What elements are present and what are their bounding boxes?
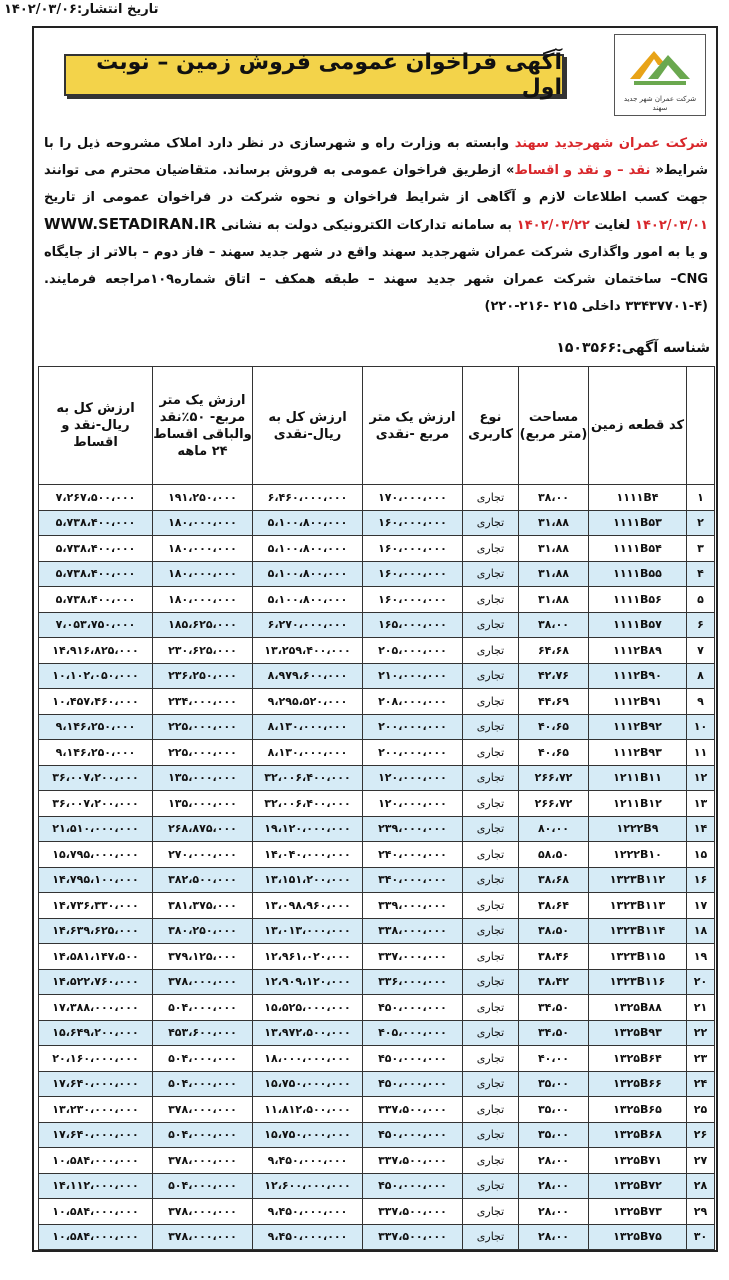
body-part-1: وابسته به وزارت راه و شهرسازی در نظر دارد املاک مشروحه ذیل را با شرایط« [44, 136, 708, 178]
cell-unit-price-cash: ۳۴۰،۰۰۰،۰۰۰ [363, 867, 463, 893]
cell-parcel-code: ۱۱۱۲B۹۰ [589, 663, 687, 689]
body-part-4: به سامانه تدارکات الکترونیکی دولت به نشانی [216, 218, 517, 233]
table-row [39, 1046, 715, 1072]
cell-row-number: ۸ [687, 663, 715, 689]
cell-area: ۶۴،۶۸ [519, 638, 589, 664]
cell-area: ۳۸،۵۰ [519, 918, 589, 944]
cell-unit-price-installment: ۲۳۶،۲۵۰،۰۰۰ [153, 663, 253, 689]
cell-area: ۲۶۶،۷۲ [519, 791, 589, 817]
table-row [39, 536, 715, 562]
cell-area: ۳۱،۸۸ [519, 536, 589, 562]
cell-total-installment: ۱۷،۶۴۰،۰۰۰،۰۰۰ [39, 1071, 153, 1097]
col-header-unit-price-cash: ارزش یک متر مربع -نقدی [363, 367, 463, 485]
cell-usage: تجاری [463, 561, 519, 587]
company-name: شرکت عمران شهرجدید سهند [514, 136, 708, 151]
table-row [39, 510, 715, 536]
table-row [39, 1097, 715, 1123]
cell-total-installment: ۱۵،۶۴۹،۲۰۰،۰۰۰ [39, 1020, 153, 1046]
cell-usage: تجاری [463, 944, 519, 970]
cell-row-number: ۲۰ [687, 969, 715, 995]
cell-parcel-code: ۱۳۲۵B۶۶ [589, 1071, 687, 1097]
cell-parcel-code: ۱۱۱۱B۵۳ [589, 510, 687, 536]
ad-frame [32, 26, 718, 1252]
cell-total-installment: ۱۰،۵۸۴،۰۰۰،۰۰۰ [39, 1148, 153, 1174]
cell-total-cash: ۸،۱۳۰،۰۰۰،۰۰۰ [253, 714, 363, 740]
body-part-2: » ازطریق فراخوان عمومی به فروش برساند. متقاضیان محترم می توانند جهت کسب اطلاعات لازم و آگاهی از شرایط فراخوان و نحوه شرکت در فراخوان عمومی از تاریخ [44, 163, 708, 205]
cell-unit-price-installment: ۳۷۹،۱۲۵،۰۰۰ [153, 944, 253, 970]
cell-total-installment: ۱۴،۶۳۹،۶۲۵،۰۰۰ [39, 918, 153, 944]
cell-unit-price-installment: ۳۷۸،۰۰۰،۰۰۰ [153, 1199, 253, 1225]
cell-area: ۸۰،۰۰ [519, 816, 589, 842]
cell-area: ۳۴،۵۰ [519, 1020, 589, 1046]
cell-row-number: ۶ [687, 612, 715, 638]
cell-row-number: ۱ [687, 485, 715, 511]
cell-total-installment: ۵،۷۳۸،۴۰۰،۰۰۰ [39, 510, 153, 536]
cell-total-cash: ۹،۴۵۰،۰۰۰،۰۰۰ [253, 1199, 363, 1225]
cell-total-cash: ۱۲،۶۰۰،۰۰۰،۰۰۰ [253, 1173, 363, 1199]
cell-unit-price-cash: ۲۰۸،۰۰۰،۰۰۰ [363, 689, 463, 715]
cell-row-number: ۳۰ [687, 1224, 715, 1250]
cell-parcel-code: ۱۳۲۵B۹۳ [589, 1020, 687, 1046]
cell-parcel-code: ۱۱۱۲B۹۲ [589, 714, 687, 740]
cell-total-cash: ۵،۱۰۰،۸۰۰،۰۰۰ [253, 561, 363, 587]
cell-total-cash: ۸،۹۷۹،۶۰۰،۰۰۰ [253, 663, 363, 689]
cell-unit-price-installment: ۳۸۱،۳۷۵،۰۰۰ [153, 893, 253, 919]
table-row [39, 791, 715, 817]
table-row [39, 1224, 715, 1250]
col-header-area: مساحت (متر مربع) [519, 367, 589, 485]
table-row [39, 740, 715, 766]
cell-unit-price-installment: ۱۹۱،۲۵۰،۰۰۰ [153, 485, 253, 511]
cell-total-cash: ۸،۱۳۰،۰۰۰،۰۰۰ [253, 740, 363, 766]
table-row [39, 1071, 715, 1097]
cell-unit-price-installment: ۲۶۸،۸۷۵،۰۰۰ [153, 816, 253, 842]
cell-total-cash: ۱۸،۰۰۰،۰۰۰،۰۰۰ [253, 1046, 363, 1072]
cell-total-cash: ۵،۱۰۰،۸۰۰،۰۰۰ [253, 536, 363, 562]
table-row [39, 612, 715, 638]
cell-parcel-code: ۱۳۲۳B۱۱۵ [589, 944, 687, 970]
cell-parcel-code: ۱۳۲۵B۶۸ [589, 1122, 687, 1148]
cell-row-number: ۱۱ [687, 740, 715, 766]
cell-usage: تجاری [463, 791, 519, 817]
table-header-row [39, 367, 715, 485]
cell-total-cash: ۳۲،۰۰۶،۴۰۰،۰۰۰ [253, 765, 363, 791]
body-part-5: و یا به امور واگذاری شرکت عمران شهرجدید سهند واقع در شهر جدید سهند – فاز دوم – بالاتر از جایگاه CNG– ساختمان شرکت عمران شهر جدید سهند – طبقه همکف – اتاق شماره۱۰۹مراجعه فرمایند. (۴-۳۳۴۳۷۷۰۱ داخلی ۲۱۵ -۲۱۶-۲۲۰) [44, 245, 708, 314]
cell-usage: تجاری [463, 1071, 519, 1097]
cell-unit-price-cash: ۱۷۰،۰۰۰،۰۰۰ [363, 485, 463, 511]
cell-total-cash: ۱۴،۰۴۰،۰۰۰،۰۰۰ [253, 842, 363, 868]
cell-unit-price-cash: ۲۰۰،۰۰۰،۰۰۰ [363, 740, 463, 766]
cell-unit-price-cash: ۲۴۰،۰۰۰،۰۰۰ [363, 842, 463, 868]
cell-total-installment: ۱۴،۷۳۶،۳۳۰،۰۰۰ [39, 893, 153, 919]
cell-area: ۳۵،۰۰ [519, 1122, 589, 1148]
col-header-row-number [687, 367, 715, 485]
cell-row-number: ۲۱ [687, 995, 715, 1021]
cell-unit-price-installment: ۵۰۴،۰۰۰،۰۰۰ [153, 1173, 253, 1199]
cell-area: ۲۸،۰۰ [519, 1148, 589, 1174]
cell-parcel-code: ۱۲۱۱B۱۲ [589, 791, 687, 817]
cell-row-number: ۱۳ [687, 791, 715, 817]
cell-total-installment: ۷،۰۵۳،۷۵۰،۰۰۰ [39, 612, 153, 638]
cell-row-number: ۱۴ [687, 816, 715, 842]
cell-usage: تجاری [463, 587, 519, 613]
cell-total-installment: ۲۱،۵۱۰،۰۰۰،۰۰۰ [39, 816, 153, 842]
cell-area: ۴۴،۶۹ [519, 689, 589, 715]
cell-total-cash: ۱۳،۰۱۳،۰۰۰،۰۰۰ [253, 918, 363, 944]
cell-total-installment: ۳۶،۰۰۷،۲۰۰،۰۰۰ [39, 791, 153, 817]
cell-unit-price-cash: ۱۶۰،۰۰۰،۰۰۰ [363, 587, 463, 613]
cell-unit-price-installment: ۳۷۸،۰۰۰،۰۰۰ [153, 1148, 253, 1174]
cell-area: ۴۰،۰۰ [519, 1046, 589, 1072]
cell-total-installment: ۱۳،۲۳۰،۰۰۰،۰۰۰ [39, 1097, 153, 1123]
cell-parcel-code: ۱۳۲۵B۸۸ [589, 995, 687, 1021]
table-row [39, 561, 715, 587]
cell-parcel-code: ۱۲۱۱B۱۱ [589, 765, 687, 791]
cell-unit-price-cash: ۴۵۰،۰۰۰،۰۰۰ [363, 995, 463, 1021]
cell-unit-price-installment: ۳۸۲،۵۰۰،۰۰۰ [153, 867, 253, 893]
cell-total-installment: ۱۰،۵۸۴،۰۰۰،۰۰۰ [39, 1199, 153, 1225]
table-row [39, 944, 715, 970]
cell-area: ۳۵،۰۰ [519, 1097, 589, 1123]
cell-total-cash: ۱۵،۷۵۰،۰۰۰،۰۰۰ [253, 1122, 363, 1148]
col-header-total-cash: ارزش کل به ریال-نقدی [253, 367, 363, 485]
cell-unit-price-cash: ۱۶۰،۰۰۰،۰۰۰ [363, 561, 463, 587]
cell-area: ۲۸،۰۰ [519, 1224, 589, 1250]
table-row [39, 638, 715, 664]
cell-area: ۳۸،۴۶ [519, 944, 589, 970]
cell-unit-price-cash: ۱۶۵،۰۰۰،۰۰۰ [363, 612, 463, 638]
cell-parcel-code: ۱۱۱۲B۹۳ [589, 740, 687, 766]
col-header-parcel-code: کد قطعه زمین [589, 367, 687, 485]
cell-parcel-code: ۱۲۲۲B۱۰ [589, 842, 687, 868]
cell-unit-price-cash: ۱۲۰،۰۰۰،۰۰۰ [363, 791, 463, 817]
cell-row-number: ۴ [687, 561, 715, 587]
announcement-title: آگهی فراخوان عمومی فروش زمین – نوبت اول [96, 50, 562, 100]
cell-unit-price-installment: ۵۰۴،۰۰۰،۰۰۰ [153, 1122, 253, 1148]
table-row [39, 485, 715, 511]
cell-row-number: ۲۷ [687, 1148, 715, 1174]
sale-terms: نقد – و نقد و اقساط [514, 163, 651, 178]
cell-total-cash: ۹،۴۵۰،۰۰۰،۰۰۰ [253, 1224, 363, 1250]
cell-total-cash: ۶،۲۷۰،۰۰۰،۰۰۰ [253, 612, 363, 638]
cell-row-number: ۷ [687, 638, 715, 664]
cell-row-number: ۲۹ [687, 1199, 715, 1225]
table-row [39, 918, 715, 944]
cell-area: ۳۸،۰۰ [519, 612, 589, 638]
cell-usage: تجاری [463, 1173, 519, 1199]
cell-row-number: ۱۶ [687, 867, 715, 893]
cell-unit-price-installment: ۱۳۵،۰۰۰،۰۰۰ [153, 765, 253, 791]
cell-area: ۳۴،۵۰ [519, 995, 589, 1021]
cell-parcel-code: ۱۳۲۳B۱۱۳ [589, 893, 687, 919]
table-row [39, 1122, 715, 1148]
cell-total-installment: ۵،۷۳۸،۴۰۰،۰۰۰ [39, 561, 153, 587]
cell-unit-price-cash: ۲۱۰،۰۰۰،۰۰۰ [363, 663, 463, 689]
cell-total-cash: ۵،۱۰۰،۸۰۰،۰۰۰ [253, 510, 363, 536]
cell-unit-price-installment: ۵۰۴،۰۰۰،۰۰۰ [153, 995, 253, 1021]
cell-parcel-code: ۱۱۱۱B۵۵ [589, 561, 687, 587]
cell-total-installment: ۱۷،۳۸۸،۰۰۰،۰۰۰ [39, 995, 153, 1021]
cell-unit-price-cash: ۳۳۷،۵۰۰،۰۰۰ [363, 1097, 463, 1123]
cell-total-installment: ۱۴،۵۸۱،۱۴۷،۵۰۰ [39, 944, 153, 970]
date-to: ۱۴۰۲/۰۳/۲۲ [516, 218, 590, 233]
cell-total-installment: ۹،۱۴۶،۲۵۰،۰۰۰ [39, 740, 153, 766]
cell-unit-price-installment: ۲۳۴،۰۰۰،۰۰۰ [153, 689, 253, 715]
cell-total-installment: ۷،۲۶۷،۵۰۰،۰۰۰ [39, 485, 153, 511]
cell-unit-price-cash: ۲۳۹،۰۰۰،۰۰۰ [363, 816, 463, 842]
cell-unit-price-installment: ۲۷۰،۰۰۰،۰۰۰ [153, 842, 253, 868]
cell-unit-price-installment: ۳۷۸،۰۰۰،۰۰۰ [153, 1097, 253, 1123]
cell-total-installment: ۱۴،۵۲۲،۷۶۰،۰۰۰ [39, 969, 153, 995]
cell-total-installment: ۵،۷۳۸،۴۰۰،۰۰۰ [39, 536, 153, 562]
table-row [39, 867, 715, 893]
cell-unit-price-installment: ۱۸۵،۶۲۵،۰۰۰ [153, 612, 253, 638]
company-logo [614, 34, 706, 116]
cell-unit-price-installment: ۱۸۰،۰۰۰،۰۰۰ [153, 510, 253, 536]
cell-area: ۵۸،۵۰ [519, 842, 589, 868]
cell-unit-price-cash: ۴۵۰،۰۰۰،۰۰۰ [363, 1122, 463, 1148]
cell-unit-price-installment: ۲۲۵،۰۰۰،۰۰۰ [153, 714, 253, 740]
cell-usage: تجاری [463, 510, 519, 536]
cell-row-number: ۱۸ [687, 918, 715, 944]
cell-total-installment: ۱۴،۹۱۶،۸۲۵،۰۰۰ [39, 638, 153, 664]
table-row [39, 689, 715, 715]
table-row [39, 1173, 715, 1199]
table-row [39, 714, 715, 740]
cell-usage: تجاری [463, 765, 519, 791]
table-row [39, 1199, 715, 1225]
cell-row-number: ۳ [687, 536, 715, 562]
cell-unit-price-installment: ۲۳۰،۶۲۵،۰۰۰ [153, 638, 253, 664]
cell-total-cash: ۱۲،۹۶۱،۰۲۰،۰۰۰ [253, 944, 363, 970]
cell-parcel-code: ۱۳۲۳B۱۱۴ [589, 918, 687, 944]
date-from: ۱۴۰۲/۰۳/۰۱ [635, 218, 708, 233]
cell-row-number: ۵ [687, 587, 715, 613]
cell-total-cash: ۶،۴۶۰،۰۰۰،۰۰۰ [253, 485, 363, 511]
table-row [39, 842, 715, 868]
cell-usage: تجاری [463, 1199, 519, 1225]
cell-unit-price-cash: ۳۳۹،۰۰۰،۰۰۰ [363, 893, 463, 919]
cell-row-number: ۲۳ [687, 1046, 715, 1072]
cell-usage: تجاری [463, 816, 519, 842]
cell-unit-price-installment: ۴۵۳،۶۰۰،۰۰۰ [153, 1020, 253, 1046]
cell-unit-price-installment: ۲۲۵،۰۰۰،۰۰۰ [153, 740, 253, 766]
cell-parcel-code: ۱۳۲۵B۷۲ [589, 1173, 687, 1199]
cell-area: ۳۸،۶۴ [519, 893, 589, 919]
cell-usage: تجاری [463, 918, 519, 944]
cell-usage: تجاری [463, 867, 519, 893]
cell-parcel-code: ۱۳۲۳B۱۱۶ [589, 969, 687, 995]
body-part-3: لغایت [589, 218, 636, 233]
cell-usage: تجاری [463, 485, 519, 511]
cell-parcel-code: ۱۳۲۵B۶۴ [589, 1046, 687, 1072]
cell-area: ۳۸،۴۲ [519, 969, 589, 995]
setad-url[interactable]: WWW.SETADIRAN.IR [44, 215, 217, 233]
cell-total-installment: ۲۰،۱۶۰،۰۰۰،۰۰۰ [39, 1046, 153, 1072]
cell-unit-price-cash: ۳۳۶،۰۰۰،۰۰۰ [363, 969, 463, 995]
cell-parcel-code: ۱۳۲۵B۶۵ [589, 1097, 687, 1123]
cell-area: ۳۸،۶۸ [519, 867, 589, 893]
cell-total-installment: ۹،۱۴۶،۲۵۰،۰۰۰ [39, 714, 153, 740]
cell-parcel-code: ۱۱۱۲B۸۹ [589, 638, 687, 664]
cell-usage: تجاری [463, 740, 519, 766]
cell-total-installment: ۱۴،۷۹۵،۱۰۰،۰۰۰ [39, 867, 153, 893]
cell-area: ۴۲،۷۶ [519, 663, 589, 689]
cell-total-cash: ۱۲،۹۰۹،۱۲۰،۰۰۰ [253, 969, 363, 995]
col-header-unit-price-installment: ارزش یک متر مربع- ۵۰٪نقد والباقی اقساط ۲۴ ماهه [153, 367, 253, 485]
cell-unit-price-installment: ۳۷۸،۰۰۰،۰۰۰ [153, 1224, 253, 1250]
cell-usage: تجاری [463, 1046, 519, 1072]
cell-total-installment: ۱۵،۷۹۵،۰۰۰،۰۰۰ [39, 842, 153, 868]
cell-usage: تجاری [463, 1020, 519, 1046]
announcement-title-box [64, 50, 564, 100]
cell-usage: تجاری [463, 1097, 519, 1123]
table-row [39, 1148, 715, 1174]
cell-total-installment: ۵،۷۳۸،۴۰۰،۰۰۰ [39, 587, 153, 613]
roof-logo-icon [624, 41, 696, 93]
cell-area: ۲۶۶،۷۲ [519, 765, 589, 791]
col-header-usage: نوع کاربری [463, 367, 519, 485]
cell-total-cash: ۱۱،۸۱۲،۵۰۰،۰۰۰ [253, 1097, 363, 1123]
table-row [39, 1020, 715, 1046]
cell-usage: تجاری [463, 612, 519, 638]
cell-unit-price-installment: ۳۸۰،۲۵۰،۰۰۰ [153, 918, 253, 944]
cell-unit-price-cash: ۴۵۰،۰۰۰،۰۰۰ [363, 1071, 463, 1097]
cell-area: ۳۱،۸۸ [519, 510, 589, 536]
col-header-total-installment: ارزش کل به ریال-نقد و اقساط [39, 367, 153, 485]
cell-usage: تجاری [463, 1224, 519, 1250]
cell-unit-price-cash: ۴۰۵،۰۰۰،۰۰۰ [363, 1020, 463, 1046]
cell-usage: تجاری [463, 995, 519, 1021]
cell-row-number: ۱۷ [687, 893, 715, 919]
cell-usage: تجاری [463, 969, 519, 995]
cell-row-number: ۱۰ [687, 714, 715, 740]
cell-row-number: ۹ [687, 689, 715, 715]
cell-row-number: ۲ [687, 510, 715, 536]
cell-unit-price-cash: ۴۵۰،۰۰۰،۰۰۰ [363, 1173, 463, 1199]
cell-total-cash: ۳۲،۰۰۶،۴۰۰،۰۰۰ [253, 791, 363, 817]
cell-parcel-code: ۱۳۲۵B۷۳ [589, 1199, 687, 1225]
cell-unit-price-cash: ۴۵۰،۰۰۰،۰۰۰ [363, 1046, 463, 1072]
logo-caption: شرکت عمران شهر جدید سهند [623, 95, 697, 112]
cell-usage: تجاری [463, 1122, 519, 1148]
cell-unit-price-installment: ۵۰۴،۰۰۰،۰۰۰ [153, 1071, 253, 1097]
cell-unit-price-installment: ۵۰۴،۰۰۰،۰۰۰ [153, 1046, 253, 1072]
cell-total-installment: ۱۰،۴۵۷،۴۶۰،۰۰۰ [39, 689, 153, 715]
cell-unit-price-cash: ۱۲۰،۰۰۰،۰۰۰ [363, 765, 463, 791]
table-row [39, 816, 715, 842]
publish-date: تاریخ انتشار:۱۴۰۲/۰۳/۰۶ [4, 2, 159, 17]
cell-row-number: ۲۸ [687, 1173, 715, 1199]
cell-parcel-code: ۱۱۱۱B۵۴ [589, 536, 687, 562]
cell-total-cash: ۱۵،۵۲۵،۰۰۰،۰۰۰ [253, 995, 363, 1021]
cell-parcel-code: ۱۳۲۵B۷۵ [589, 1224, 687, 1250]
cell-usage: تجاری [463, 1148, 519, 1174]
cell-total-cash: ۱۳،۹۷۲،۵۰۰،۰۰۰ [253, 1020, 363, 1046]
land-parcels-table [38, 366, 715, 1250]
table-row [39, 969, 715, 995]
cell-total-cash: ۱۹،۱۲۰،۰۰۰،۰۰۰ [253, 816, 363, 842]
cell-unit-price-installment: ۱۸۰،۰۰۰،۰۰۰ [153, 561, 253, 587]
cell-area: ۴۰،۶۵ [519, 714, 589, 740]
cell-unit-price-cash: ۳۳۷،۰۰۰،۰۰۰ [363, 944, 463, 970]
cell-area: ۳۵،۰۰ [519, 1071, 589, 1097]
cell-parcel-code: ۱۱۱۲B۹۱ [589, 689, 687, 715]
cell-usage: تجاری [463, 638, 519, 664]
cell-parcel-code: ۱۳۲۳B۱۱۲ [589, 867, 687, 893]
cell-row-number: ۲۵ [687, 1097, 715, 1123]
cell-parcel-code: ۱۲۲۲B۹ [589, 816, 687, 842]
cell-area: ۴۰،۶۵ [519, 740, 589, 766]
cell-row-number: ۲۴ [687, 1071, 715, 1097]
cell-area: ۳۸،۰۰ [519, 485, 589, 511]
ad-identifier: شناسه آگهی:۱۵۰۳۵۶۶ [556, 340, 710, 356]
cell-unit-price-installment: ۳۷۸،۰۰۰،۰۰۰ [153, 969, 253, 995]
cell-unit-price-cash: ۳۳۷،۵۰۰،۰۰۰ [363, 1148, 463, 1174]
cell-unit-price-cash: ۳۳۷،۵۰۰،۰۰۰ [363, 1224, 463, 1250]
table-row [39, 995, 715, 1021]
cell-unit-price-cash: ۳۳۸،۰۰۰،۰۰۰ [363, 918, 463, 944]
cell-total-cash: ۹،۴۵۰،۰۰۰،۰۰۰ [253, 1148, 363, 1174]
announcement-body [44, 130, 708, 320]
cell-total-installment: ۳۶،۰۰۷،۲۰۰،۰۰۰ [39, 765, 153, 791]
cell-usage: تجاری [463, 536, 519, 562]
cell-parcel-code: ۱۱۱۱B۵۶ [589, 587, 687, 613]
cell-total-cash: ۱۳،۱۵۱،۲۰۰،۰۰۰ [253, 867, 363, 893]
cell-usage: تجاری [463, 893, 519, 919]
table-row [39, 893, 715, 919]
cell-total-cash: ۱۳،۰۹۸،۹۶۰،۰۰۰ [253, 893, 363, 919]
cell-parcel-code: ۱۱۱۱B۵۷ [589, 612, 687, 638]
cell-unit-price-installment: ۱۸۰،۰۰۰،۰۰۰ [153, 587, 253, 613]
cell-unit-price-cash: ۲۰۰،۰۰۰،۰۰۰ [363, 714, 463, 740]
cell-row-number: ۱۲ [687, 765, 715, 791]
cell-area: ۲۸،۰۰ [519, 1199, 589, 1225]
cell-total-cash: ۱۵،۷۵۰،۰۰۰،۰۰۰ [253, 1071, 363, 1097]
cell-unit-price-cash: ۲۰۵،۰۰۰،۰۰۰ [363, 638, 463, 664]
cell-row-number: ۲۲ [687, 1020, 715, 1046]
cell-unit-price-installment: ۱۳۵،۰۰۰،۰۰۰ [153, 791, 253, 817]
cell-total-installment: ۱۴،۱۱۲،۰۰۰،۰۰۰ [39, 1173, 153, 1199]
table-row [39, 663, 715, 689]
cell-parcel-code: ۱۱۱۱B۴ [589, 485, 687, 511]
cell-unit-price-cash: ۳۳۷،۵۰۰،۰۰۰ [363, 1199, 463, 1225]
cell-area: ۳۱،۸۸ [519, 587, 589, 613]
cell-row-number: ۱۵ [687, 842, 715, 868]
cell-usage: تجاری [463, 663, 519, 689]
cell-unit-price-cash: ۱۶۰،۰۰۰،۰۰۰ [363, 510, 463, 536]
cell-usage: تجاری [463, 714, 519, 740]
cell-total-cash: ۹،۲۹۵،۵۲۰،۰۰۰ [253, 689, 363, 715]
table-row [39, 587, 715, 613]
cell-total-cash: ۵،۱۰۰،۸۰۰،۰۰۰ [253, 587, 363, 613]
table-row [39, 765, 715, 791]
cell-usage: تجاری [463, 689, 519, 715]
cell-unit-price-installment: ۱۸۰،۰۰۰،۰۰۰ [153, 536, 253, 562]
cell-total-installment: ۱۰،۱۰۲،۰۵۰،۰۰۰ [39, 663, 153, 689]
cell-area: ۳۱،۸۸ [519, 561, 589, 587]
cell-area: ۲۸،۰۰ [519, 1173, 589, 1199]
cell-total-cash: ۱۳،۲۵۹،۴۰۰،۰۰۰ [253, 638, 363, 664]
cell-total-installment: ۱۰،۵۸۴،۰۰۰،۰۰۰ [39, 1224, 153, 1250]
cell-row-number: ۱۹ [687, 944, 715, 970]
cell-parcel-code: ۱۳۲۵B۷۱ [589, 1148, 687, 1174]
cell-total-installment: ۱۷،۶۴۰،۰۰۰،۰۰۰ [39, 1122, 153, 1148]
cell-row-number: ۲۶ [687, 1122, 715, 1148]
cell-usage: تجاری [463, 842, 519, 868]
cell-unit-price-cash: ۱۶۰،۰۰۰،۰۰۰ [363, 536, 463, 562]
